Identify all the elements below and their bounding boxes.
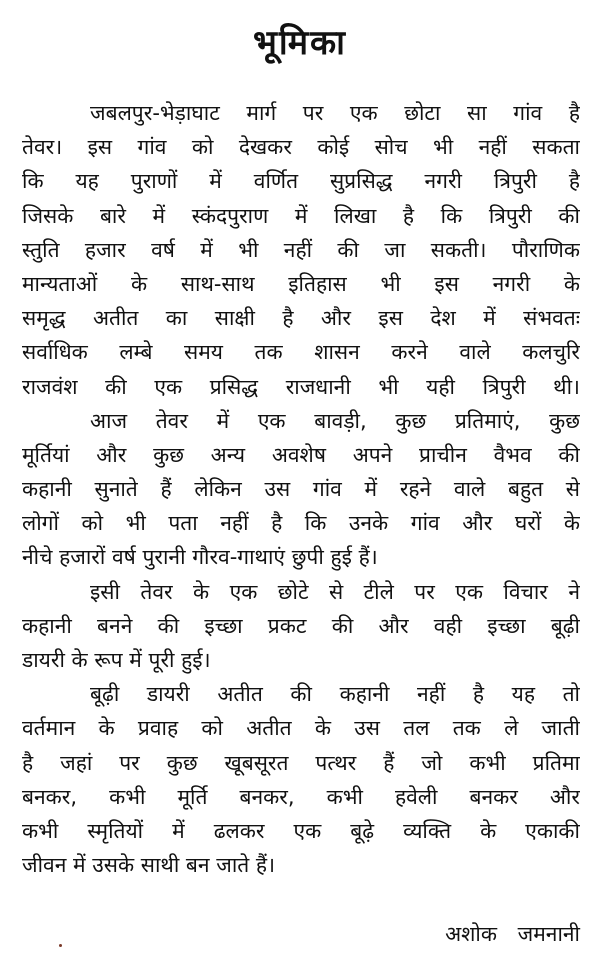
paragraph-4-line: बनकर, कभी मूर्ति बनकर, कभी हवेली बनकर और <box>22 784 580 809</box>
paragraph-1-line: मान्यताओं के साथ-साथ इतिहास भी इस नगरी के <box>22 271 580 296</box>
paragraph-1-line: राजवंश की एक प्रसिद्ध राजधानी भी यही त्रिपुरी थी। <box>22 374 580 399</box>
paragraph-1-line: तेवर। इस गांव को देखकर कोई सोच भी नहीं सकता <box>22 135 580 160</box>
paragraph-1-line: कि यह पुराणों में वर्णित सुप्रसिद्ध नगरी त्रिपुरी है <box>22 169 580 194</box>
paragraph-2-line: कहानी सुनाते हैं लेकिन उस गांव में रहने वाले बहुत से <box>22 477 580 502</box>
body-text <box>22 96 580 882</box>
paragraph-3-line: इसी तेवर के एक छोटे से टीले पर एक विचार ने <box>90 579 580 604</box>
paragraph-1-line: सर्वाधिक लम्बे समय तक शासन करने वाले कलचुरि <box>22 340 580 365</box>
paragraph-4-line: है जहां पर कुछ खूबसूरत पत्थर हैं जो कभी प्रतिमा <box>22 750 580 775</box>
author-signature: अशोक जमनानी <box>445 922 580 946</box>
paragraph-4-line: जीवन में उसके साथी बन जाते हैं। <box>22 853 276 878</box>
paragraph-4-line: वर्तमान के प्रवाह को अतीत के उस तल तक ले जाती <box>22 716 580 741</box>
paragraph-2-line: लोगों को भी पता नहीं है कि उनके गांव और घरों के <box>22 511 580 536</box>
page-title: भूमिका <box>253 23 347 63</box>
ink-speck <box>59 944 62 947</box>
paragraph-1-line: जबलपुर-भेड़ाघाट मार्ग पर एक छोटा सा गांव है <box>90 101 580 125</box>
paragraph-2-line: मूर्तियां और कुछ अन्य अवशेष अपने प्राचीन वैभव की <box>22 442 580 467</box>
paragraph-4-line: बूढ़ी डायरी अतीत की कहानी नहीं है यह तो <box>90 682 580 707</box>
paragraph-2-line: नीचे हजारों वर्ष पुरानी गौरव-गाथाएं छुपी हुई हैं। <box>22 545 378 570</box>
paragraph-3-line: कहानी बनने की इच्छा प्रकट की और वही इच्छा बूढ़ी <box>22 613 580 638</box>
paragraph-4-line: कभी स्मृतियों में ढलकर एक बूढ़े व्यक्ति के एकाकी <box>22 818 580 843</box>
paragraph-2-line: आज तेवर में एक बावड़ी, कुछ प्रतिमाएं, कुछ <box>90 408 580 433</box>
paragraph-1-line: स्तुति हजार वर्ष में भी नहीं की जा सकती। पौराणिक <box>22 237 580 262</box>
paragraph-3-line: डायरी के रूप में पूरी हुई। <box>22 648 211 672</box>
paragraph-1-line: जिसके बारे में स्कंदपुराण में लिखा है कि त्रिपुरी की <box>22 203 580 228</box>
paragraph-1-line: समृद्ध अतीत का साक्षी है और इस देश में संभवतः <box>22 306 580 331</box>
